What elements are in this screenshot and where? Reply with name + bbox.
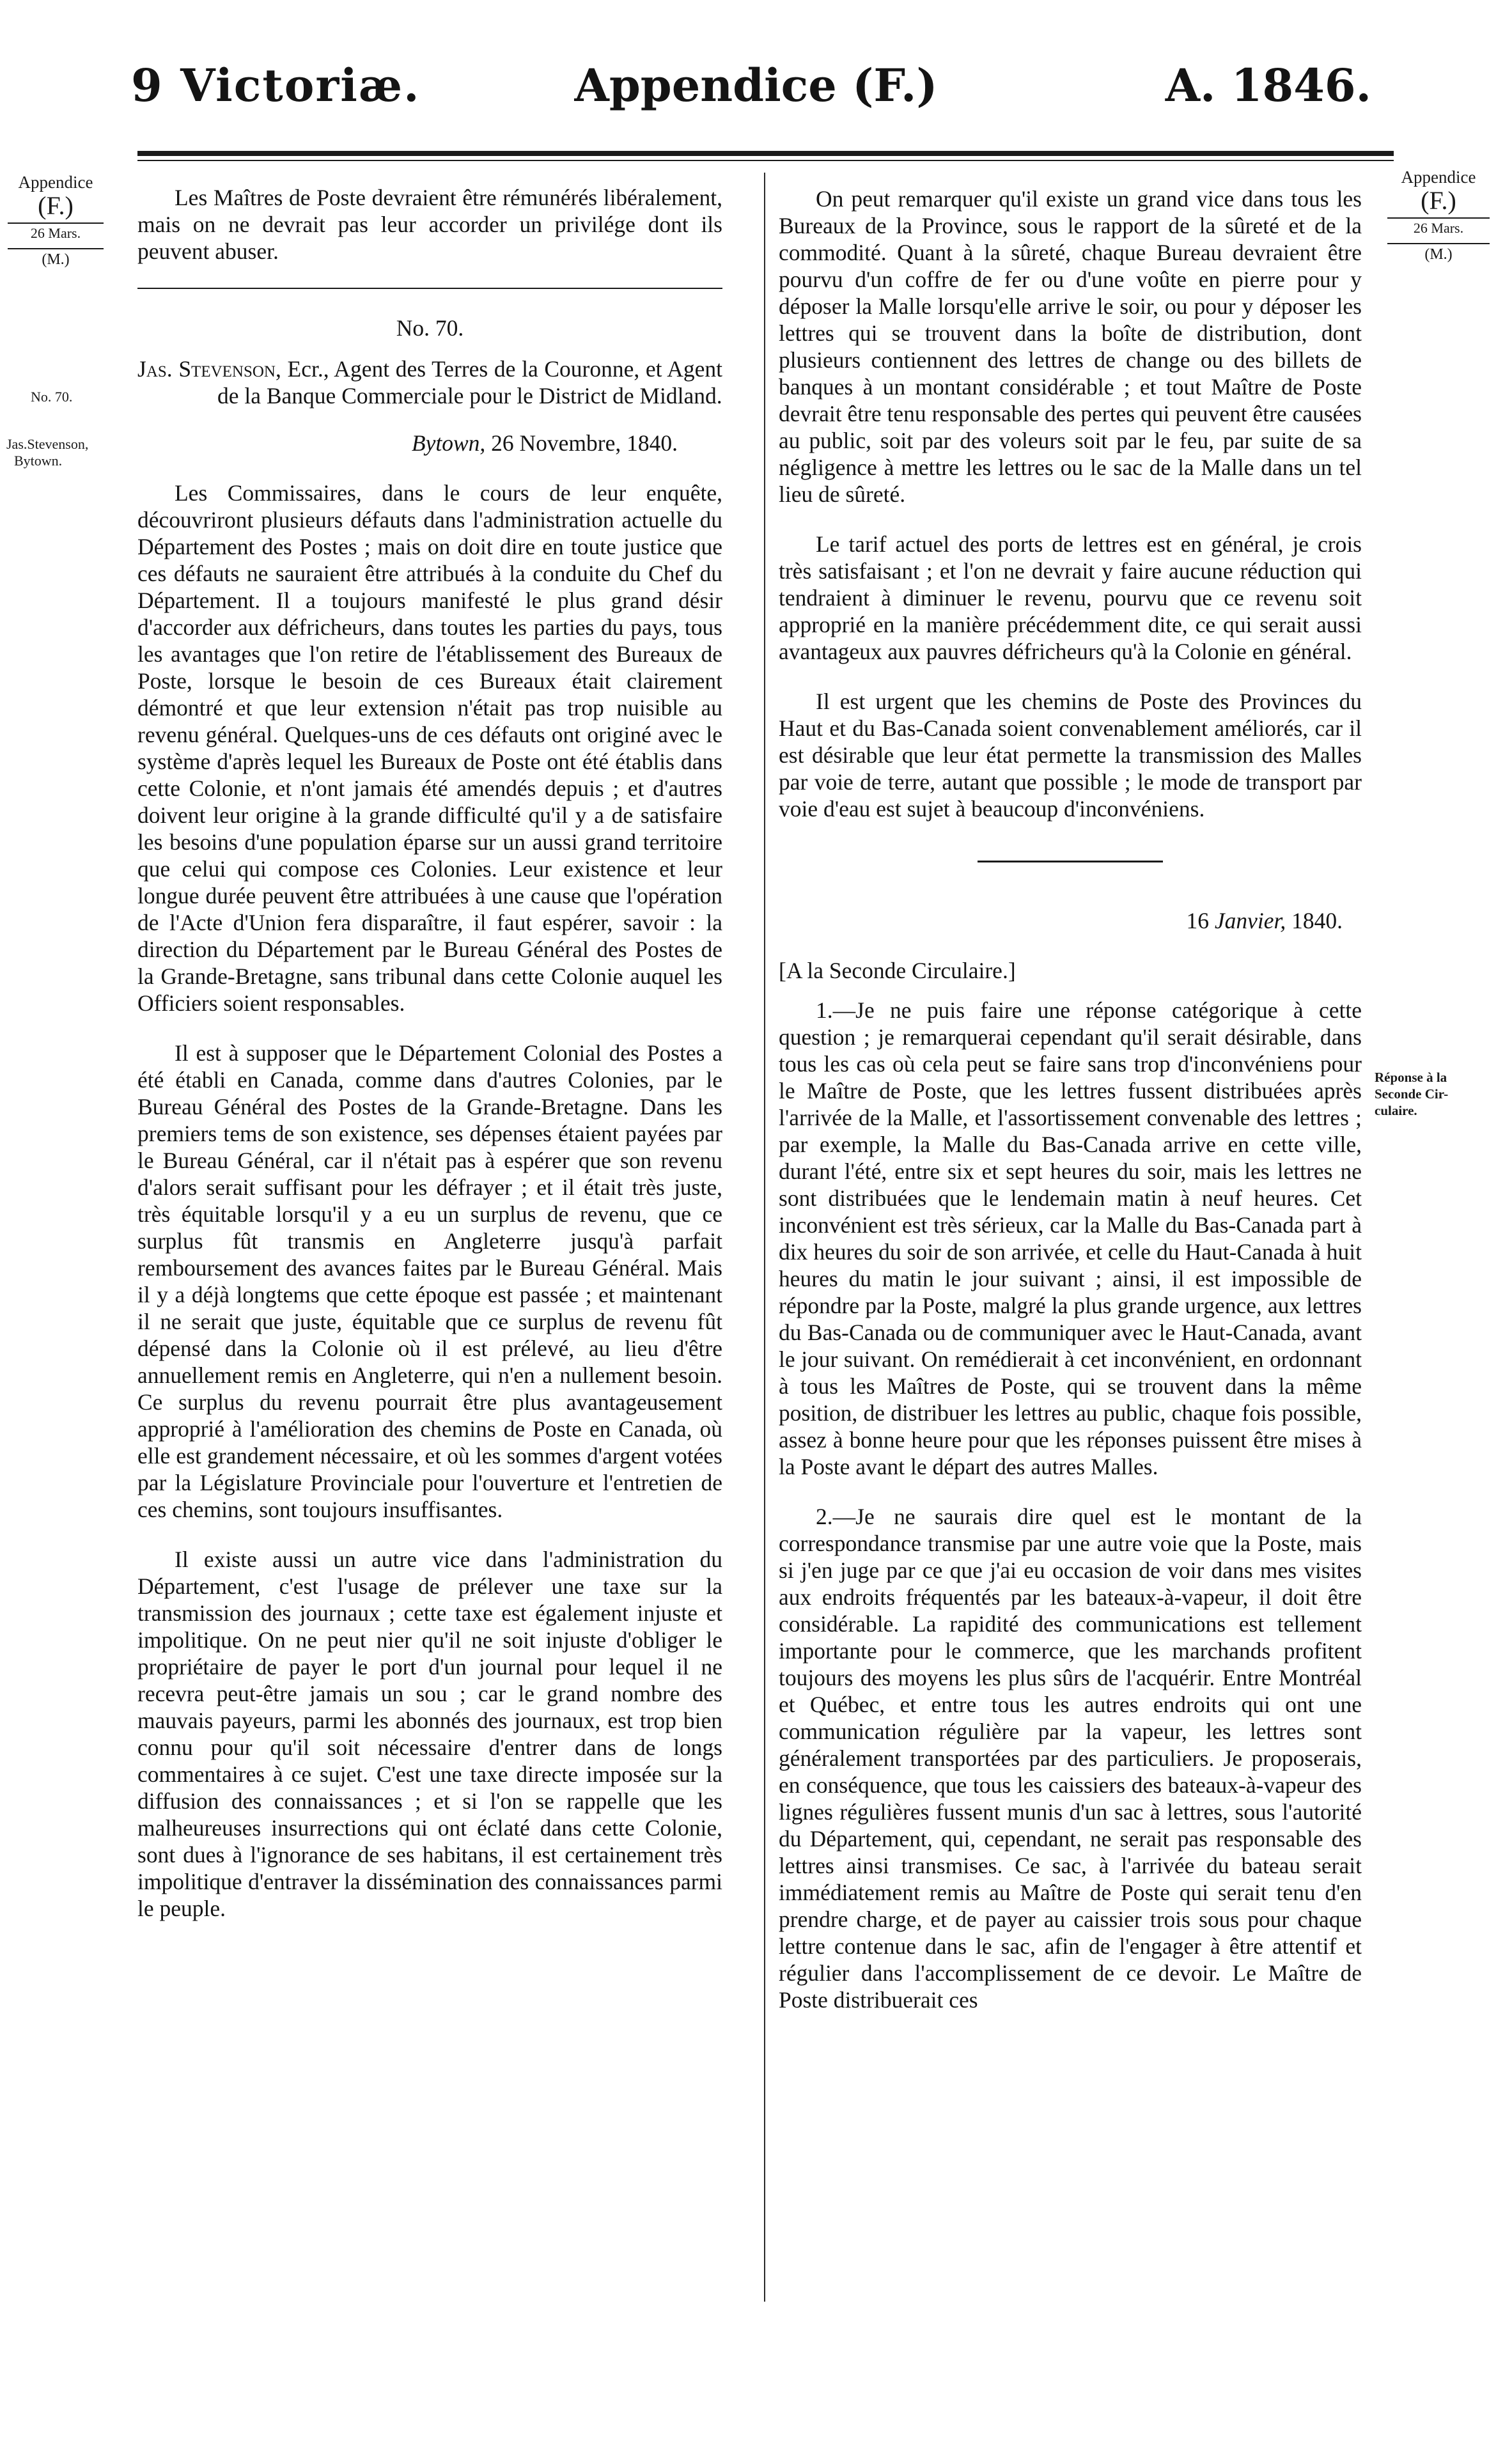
right-margin-appendix-note xyxy=(1387,168,1490,265)
header-year: A. 1846. xyxy=(1165,59,1371,112)
margin-author-name: Jas.Stevenson, xyxy=(6,436,89,452)
running-header xyxy=(0,59,1512,129)
addressee-name: Jas. Stevenson, xyxy=(137,356,281,382)
header-rule-thin xyxy=(137,160,1394,161)
left-margin-author-note xyxy=(6,436,131,469)
left-margin-appendix-note xyxy=(8,173,104,270)
answer-2: 2.—Je ne saurais dire quel est le montant de la correspondance transmise par une autre voie que la Poste, mais si j'en juge par ce que j'ai eu occasion de voir dans mes visites aux endroits fréquentés par les bateaux-à-vapeur, il doit être considérable. La rapidité des communications est tellement importante pour le commerce, que les marchands profitent toujours des moyens les plus sûrs de l'acquérir. Entre Montréal et Québec, et entre tous les autres endroits qui ont une communication régulière par la vapeur, les lettres sont généralement transportées par des particuliers. Je proposerais, en conséquence, que tous les caissiers des bateaux-à-vapeur des lignes régulières fussent munis d'un sac à lettres, sous l'autorité du Département, qui, cependant, ne serait pas responsable des lettres ainsi transmises. Ce sac, à l'arrivée du bateau serait immédiatement remis au Maître de Poste qui serait tenu d'en prendre charge, et de payer au caissier trois sous pour chaque lettre contenue dans le sac, afin de l'engager à être attentif et régulier dans l'accomplissement de ce devoir. Le Maître de Poste distribuerait ces xyxy=(779,1504,1362,2013)
paragraph-intro: Les Maîtres de Poste devraient être rémunérés libéralement, mais on ne devrait pas leur accorder un privilége dont ils peuvent abuser. xyxy=(137,185,722,264)
second-letter-dateline xyxy=(779,907,1362,934)
margin-reponse-line-2: Seconde Cir- xyxy=(1375,1086,1449,1102)
margin-appendice-label: Appendice xyxy=(1401,168,1476,187)
margin-author-place: Bytown. xyxy=(14,453,63,469)
header-appendix-title: Appendice (F.) xyxy=(574,59,938,112)
margin-mark: (M.) xyxy=(8,248,104,270)
paragraph-3: Il existe aussi un autre vice dans l'administration du Département, c'est l'usage de prélever une taxe sur la transmission des journaux ; cette taxe est également injuste et impolitique. On ne peut nier qu'il ne soit injuste d'obliger le propriétaire de payer le port d'un journal pour lequel il ne recevra peut-être jamais un sou ; car le grand nombre des mauvais payeurs, parmi les abonnés des journaux, est trop bien connu pour qu'il soit nécessaire d'entrer dans de longs commentaires à ce sujet. C'est une taxe directe imposée sur la diffusion des connaissances ; et si l'on se rappelle que les malheureuses insurrections qui ont éclaté dans cette Colonie, sont dues à l'ignorance de ses habitans, il est certainement très impolitique d'entraver la dissémination des connaissances parmi le peuple. xyxy=(137,1547,722,1921)
circular-reference: [A la Seconde Circulaire.] xyxy=(779,958,1016,983)
margin-letter: (F.) xyxy=(38,191,74,220)
header-rule-thick xyxy=(137,151,1394,156)
margin-reponse-line-3: culaire. xyxy=(1375,1103,1417,1118)
paragraph-1: Les Commissaires, dans le cours de leur enquête, découvriront plusieurs défauts dans l'administration actuelle du Département des Postes ; mais on doit dire en toute justice que ces défauts ne sauraient être attribués à la conduite du Chef du Département. Il a toujours manifesté le plus grand désir d'accorder aux défricheurs, dans toutes les parties du pays, tous les avantages que l'on retire de l'établissement des Bureaux de Poste, lorsque le besoin de ces Bureaux était clairement démontré et que leur extension n'était pas trop nuisible au revenu général. Quelques-uns de ces défauts ont originé avec le système d'après lequel les Bureaux de Poste ont été établis dans cette Colonie, et n'ont jamais été amendés depuis ; et d'autres doivent leur origine à la grande difficulté qu'il y a de satisfaire les besoins d'une population éparse sur un aussi grand territoire que celui qui compose ces Colonies. Leur existence et leur longue durée peuvent être attribuées à une cause que l'opération de l'Acte d'Union fera disparaître, il faut espérer, savoir : la direction du Département par le Bureau Général des Postes de la Grande-Bretagne, sans tribunal dans cette Colonie auquel les Officiers soient responsables. xyxy=(137,480,722,1016)
left-margin-no70: No. 70. xyxy=(31,389,73,405)
margin-date: 26 Mars. xyxy=(8,222,104,243)
addressee-title: Ecr., Agent des Terres de la Couronne, et Agent de la Banque Commerciale pour le District de Midland. xyxy=(217,356,723,409)
paragraph-tarif: Le tarif actuel des ports de lettres est en général, je crois très satisfaisant ; et l'on ne devrait y faire aucune réduction qui tendraient à diminuer le revenu, pourvu que ce revenu soit approprié en la manière précédemment dite, ce qui serait aussi avantageux aux pauvres défricheurs qu'à la Colonie en général. xyxy=(779,531,1362,664)
right-column xyxy=(779,185,1362,2036)
paragraph-surete: On peut remarquer qu'il existe un grand vice dans tous les Bureaux de la Province, sous le rapport de la sûreté et de la commodité. Quant à la sûreté, chaque Bureau devraient être pourvu d'un coffre de fer ou d'une voûte en pierre pour y déposer la Malle lorsqu'elle arrive le soir, ou pour y déposer les lettres qui se trouvent dans la boîte de distribution, dont plusieurs contiennent des lettres de change ou des billets de banques à un montant considérable ; et tout Maître de Poste devrait être tenu responsable des pertes qui peuvent être causées au public, soit par des voleurs soit par le feu, par suite de sa négligence à mettre les lettres ou le sac de la Malle dans un tel lieu de sûreté. xyxy=(779,186,1362,507)
dateline-date: 26 Novembre, 1840. xyxy=(485,430,678,456)
section-rule xyxy=(137,288,722,289)
dateline-month: Janvier, xyxy=(1214,908,1286,933)
dateline-place: Bytown, xyxy=(411,430,486,456)
paragraph-chemins: Il est urgent que les chemins de Poste des Provinces du Haut et du Bas-Canada soient convenablement améliorés, car il est désirable que leur état permette la transmission des Malles par voie de terre, autant que possible ; le mode de transport par voie d'eau est sujet à beaucoup d'inconvéniens. xyxy=(779,689,1362,822)
left-column xyxy=(137,184,722,1945)
dateline-day: 16 xyxy=(1186,908,1215,933)
dateline-year: 1840. xyxy=(1286,908,1343,933)
answer-1: 1.—Je ne puis faire une réponse catégorique à cette question ; je remarquerai cependant qu'il serait désirable, dans tous les cas où cela peut se faire sans trop d'inconvéniens pour le Maître de Poste, que les lettres fussent distribuées après l'arrivée de la Malle, et l'assortissement convenable des lettres ; par exemple, la Malle du Bas-Canada arrive en cette ville, durant l'été, entre six et sept heures du soir, mais les lettres ne sont distribuées que le lendemain matin à neuf heures. Cet inconvénient est très sérieux, car la Malle du Bas-Canada part à dix heures du soir de son arrivée, et celle du Haut-Canada à huit heures du matin le jour suivant ; ainsi, il est impossible de répondre par la Poste, malgré la plus grande urgence, aux lettres du Bas-Canada ou de communiquer avec le Haut-Canada, avant le jour suivant. On remédierait à cet inconvénient, en ordonnant à tous les Maîtres de Poste, qui se trouvent dans la même position, de distribuer les lettres au public, chaque fois possible, assez à bonne heure pour que les réponses puissent être mises à la Poste avant le départ des autres Malles. xyxy=(779,997,1362,1479)
letter-number-heading: No. 70. xyxy=(396,315,464,341)
margin-reponse-line-1: Réponse à la xyxy=(1375,1070,1447,1085)
section-rule xyxy=(978,861,1163,862)
margin-date: 26 Mars. xyxy=(1387,217,1490,238)
letter-addressee xyxy=(137,355,722,409)
letter-dateline xyxy=(137,430,722,456)
right-margin-reponse-note xyxy=(1375,1069,1490,1119)
margin-mark: (M.) xyxy=(1387,243,1490,265)
margin-letter: (F.) xyxy=(1421,186,1456,215)
column-divider xyxy=(764,173,765,2302)
margin-appendice-label: Appendice xyxy=(18,173,93,192)
paragraph-2: Il est à supposer que le Département Colonial des Postes a été établi en Canada, comme dans d'autres Colonies, par le Bureau Général des Postes de la Grande-Bretagne. Dans les premiers tems de son existence, ses dépenses étaient payées par le Bureau Général, car il n'était pas à espérer que son revenu d'alors serait suffisant pour les défrayer ; et il était très juste, très équitable lorsqu'il y a eu un surplus de revenu, que ce surplus fût transmis en Angleterre jusqu'à parfait remboursement des avances faites par le Bureau Général. Mais il y a déjà longtems que cette époque est passée ; et maintenant il ne serait que juste, équitable que ce surplus de revenu fût dépensé dans la Colonie où il est prélevé, au lieu d'être annuellement remis en Angleterre, qui n'en a nullement besoin. Ce surplus du revenu pourrait être plus avantageusement approprié à l'amélioration des chemins de Poste en Canada, où elle est grandement nécessaire, et où les sommes d'argent votées par la Législature Provinciale pour l'ouverture et l'entretien de ces chemins, sont toujours insuffisantes. xyxy=(137,1040,722,1522)
header-regnal-year: 9 Victoriæ. xyxy=(131,59,421,112)
